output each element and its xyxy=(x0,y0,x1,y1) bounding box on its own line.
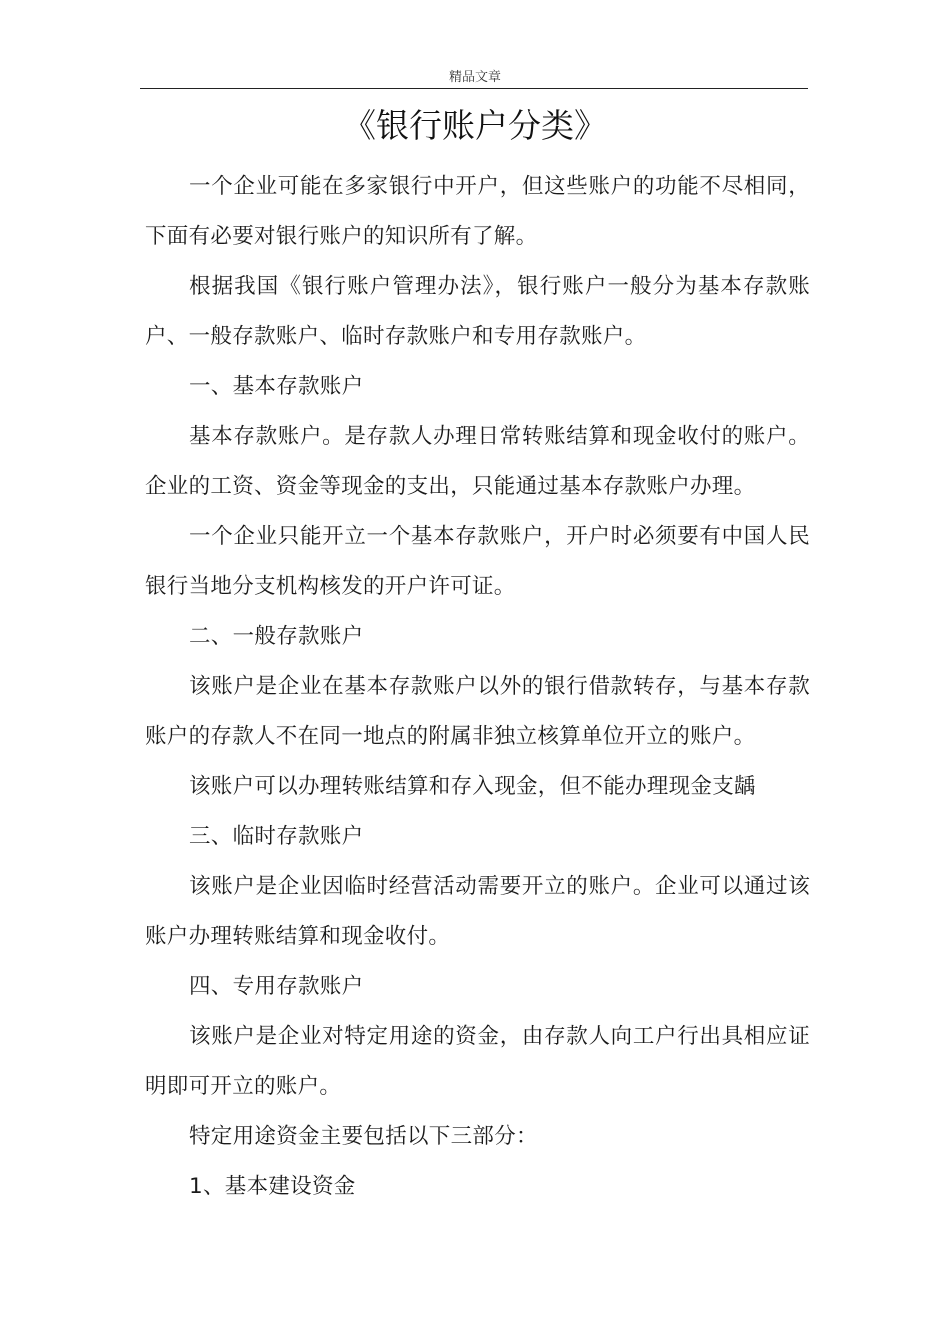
header-divider xyxy=(140,88,808,89)
paragraph-general-account-definition: 该账户是企业在基本存款账户以外的银行借款转存，与基本存款账户的存款人不在同一地点的附属非独立核算单位开立的账户。 xyxy=(145,674,810,749)
section-heading-special-account: 四、专用存款账户 xyxy=(189,974,364,999)
paragraph-classification: 根据我国《银行账户管理办法》，银行账户一般分为基本存款账户、一般存款账户、临时存款账户和专用存款账户。 xyxy=(145,274,810,349)
document-title: 《银行账户分类》 xyxy=(343,106,607,145)
paragraph-basic-account-definition: 基本存款账户。是存款人办理日常转账结算和现金收付的账户。企业的工资、资金等现金的支出，只能通过基本存款账户办理。 xyxy=(145,424,810,499)
paragraph-intro: 一个企业可能在多家银行中开户，但这些账户的功能不尽相同，下面有必要对银行账户的知识所有了解。 xyxy=(145,174,810,249)
paragraph-basic-account-rule: 一个企业只能开立一个基本存款账户，开户时必须要有中国人民银行当地分支机构核发的开户许可证。 xyxy=(145,524,810,599)
paragraph-temporary-account-definition: 该账户是企业因临时经营活动需要开立的账户。企业可以通过该账户办理转账结算和现金收付。 xyxy=(145,874,810,949)
paragraph-special-funds-intro: 特定用途资金主要包括以下三部分： xyxy=(189,1124,538,1149)
section-heading-basic-account: 一、基本存款账户 xyxy=(189,374,364,399)
section-heading-temporary-account: 三、临时存款账户 xyxy=(189,824,364,849)
list-item-construction-funds: 1、基本建设资金 xyxy=(189,1174,356,1199)
section-heading-general-account: 二、一般存款账户 xyxy=(189,624,364,649)
page-header-label: 精品文章 xyxy=(448,70,501,85)
document-body xyxy=(145,162,810,1212)
paragraph-general-account-usage: 该账户可以办理转账结算和存入现金，但不能办理现金支龋 xyxy=(189,774,756,799)
paragraph-special-account-definition: 该账户是企业对特定用途的资金，由存款人向工户行出具相应证明即可开立的账户。 xyxy=(145,1024,810,1099)
